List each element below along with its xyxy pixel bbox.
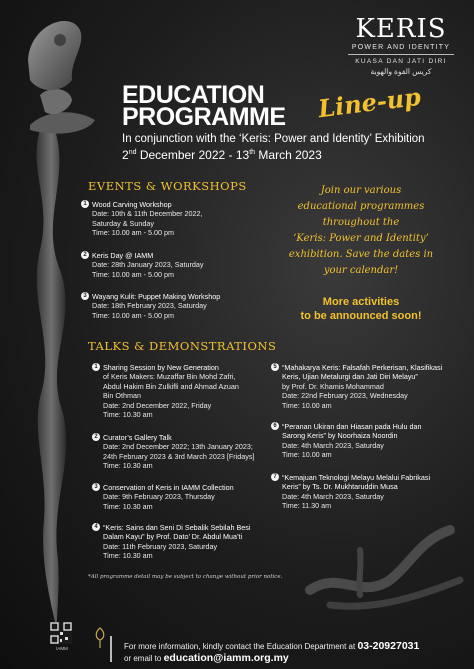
- brand-subtitle-arabic: كريس القوة والهوية: [370, 67, 432, 76]
- headline-education: EDUCATION: [122, 81, 265, 109]
- join-message: Join our various educational programmes throughout the ‘Keris: Power and Identity’ exhibition. Save the dates in your calendar!: [288, 185, 434, 276]
- talk-item: 2 Curator’s Gallery Talk Date: 2nd December 2022; 13th January 2023; 24th February 2023 & 3rd March 2023 [Fridays] Time: 10.30 am: [103, 433, 254, 471]
- talk-item: 4 “Keris: Sains dan Seni Di Sebalik Sebilah Besi Dalam Kayu” by Prof. Dato’ Dr. Abdul Mua’ti Date: 11th February 2023, Saturday Time: 10.30 am: [103, 523, 250, 561]
- qr-code-icon: [50, 622, 72, 644]
- exhibition-dates: 2nd December 2022 - 13th March 2023: [122, 148, 322, 162]
- footer-divider: [110, 636, 112, 662]
- brand-subtitle-malay: KUASA DAN JATI DIRI: [355, 58, 447, 65]
- exhibition-conjunction: In conjunction with the ‘Keris: Power and Identity’ Exhibition: [122, 133, 425, 145]
- email-link[interactable]: education@iamm.org.my: [163, 652, 289, 664]
- event-item: 3 Wayang Kulit: Puppet Making Workshop Date: 18th February 2023, Saturday Time: 10.00 am - 5.00 pm: [92, 292, 220, 320]
- talk-item: 1 Sharing Session by New Generation of Keris Makers: Muzaffar Bin Mohd Zafri, Abdul Hakim Bin Zulkifli and Ahmad Azuan Bin Othman Date: 2nd December 2022, Friday Time: 10.30 am: [103, 363, 239, 419]
- iamm-logo-icon: [92, 626, 108, 650]
- brand-subtitle: POWER AND IDENTITY: [351, 44, 451, 51]
- headline-lineup: Line-up: [316, 81, 423, 124]
- talk-item: 3 Conservation of Keris in IAMM Collection Date: 9th February 2023, Thursday Time: 10.30 am: [103, 483, 234, 511]
- brand-block: [342, 16, 460, 76]
- disclaimer: *All programme detail may be subject to change without prior notice.: [88, 574, 283, 580]
- talk-item: 7 “Kemajuan Teknologi Melayu Melalui Fabrikasi Keris” by Ts. Dr. Mukhtaruddin Musa Date: 4th March 2023, Saturday Time: 11.30 am: [282, 473, 430, 511]
- talks-heading: TALKS & DEMONSTRATIONS: [88, 339, 277, 353]
- brand-title: KERIS: [355, 14, 447, 44]
- brand-divider: [348, 54, 454, 55]
- event-item: 2 Keris Day @ IAMM Date: 28th January 2023, Saturday Time: 10.00 am - 5.00 pm: [92, 251, 203, 279]
- phone-number[interactable]: 03-20927031: [357, 640, 420, 652]
- calligraphy-decoration: [300, 510, 470, 620]
- qr-caption: IAMM: [56, 646, 68, 651]
- talk-item: 5 “Mahakarya Keris: Falsafah Perkerisan, Klasifikasi Keris, Ujian Metalurgi dan Jati Diri Melayu” by Prof. Dr. Khamis Mohammad Date: 22nd February 2023, Wednesday Time: 10.00 am: [282, 363, 442, 410]
- footer-contact-phone: For more information, kindly contact the Education Department at 03-20927031: [124, 640, 420, 652]
- more-activities: More activities to be announced soon!: [300, 296, 422, 322]
- event-item: 1 Wood Carving Workshop Date: 10th & 11th December 2022, Saturday & Sunday Time: 10.00 am - 5.00 pm: [92, 200, 203, 238]
- footer-contact-email: or email to education@iamm.org.my: [124, 652, 289, 664]
- events-heading: EVENTS & WORKSHOPS: [88, 179, 247, 193]
- talk-item: 6 “Peranan Ukiran dan Hiasan pada Hulu dan Sarong Keris” by Noorhaiza Noordin Date: 4th March 2023, Saturday Time: 10.00 am: [282, 422, 421, 460]
- headline-programme: PROGRAMME: [122, 103, 286, 131]
